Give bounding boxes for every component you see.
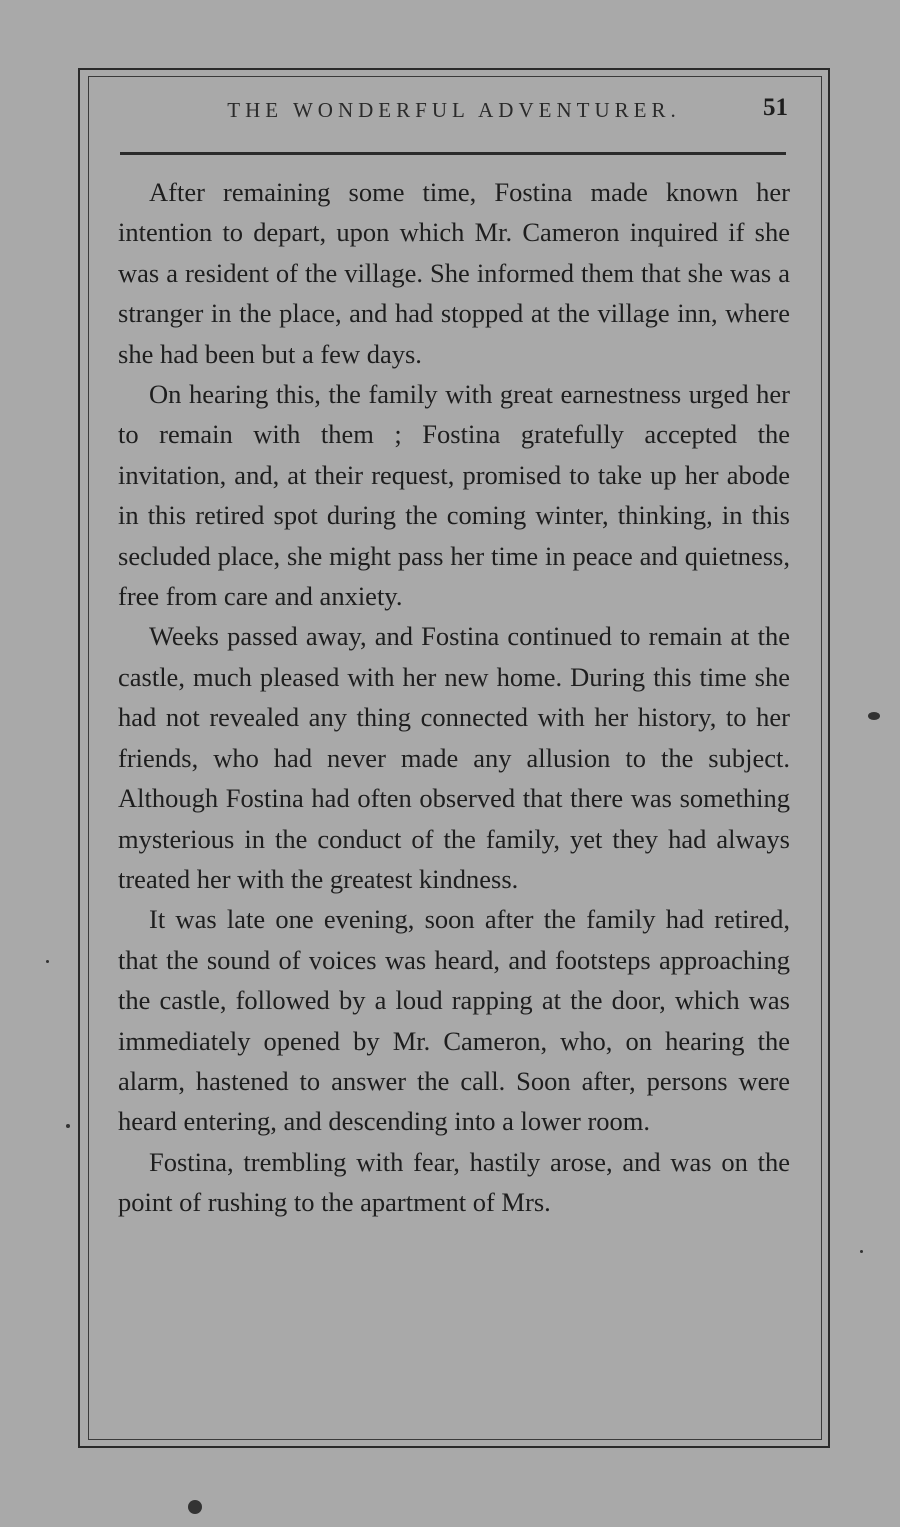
scan-speck bbox=[868, 712, 880, 720]
header-rule bbox=[120, 152, 786, 155]
running-header bbox=[118, 92, 790, 132]
paragraph-1: After remaining some time, Fostina made known her intention to depart, upon which Mr. Cameron inquired if she was a resident of the village. She informed them that she was a stranger in the place, and had stopped at the village inn, where she had been but a few days. bbox=[118, 177, 790, 369]
paragraph-3: Weeks passed away, and Fostina continued to remain at the castle, much pleased with her new home. During this time she had not revealed any thing connected with her history, to her friends, who had never made any allusion to the subject. Although Fostina had often observed that there was something mysterious in the conduct of the family, yet they had always treated her with the greatest kindness. bbox=[118, 621, 790, 894]
paragraph-5: Fostina, trembling with fear, hastily arose, and was on the point of rushing to the apartment of Mrs. bbox=[118, 1146, 790, 1218]
page-body bbox=[118, 172, 790, 1223]
page-number: 51 bbox=[763, 94, 788, 121]
scan-speck bbox=[46, 960, 49, 963]
scan-speck bbox=[188, 1500, 202, 1514]
paragraph-2: On hearing this, the family with great earnestness urged her to remain with them ; Fostina gratefully accepted the invitation, and, at their request, promised to take up her abode in this retired spot during the coming winter, thinking, in this secluded place, she might pass her time in peace and quietness, free from care and anxiety. bbox=[118, 379, 790, 612]
paragraph-4: It was late one evening, soon after the family had retired, that the sound of voices was heard, and footsteps approaching the castle, followed by a loud rapping at the door, which was immediately opened by Mr. Cameron, who, on hearing the alarm, hastened to answer the call. Soon after, persons were heard entering, and descending into a lower room. bbox=[118, 904, 790, 1137]
scan-speck bbox=[66, 1124, 70, 1128]
scan-speck bbox=[860, 1250, 863, 1253]
running-title: THE WONDERFUL ADVENTURER. bbox=[227, 98, 681, 122]
